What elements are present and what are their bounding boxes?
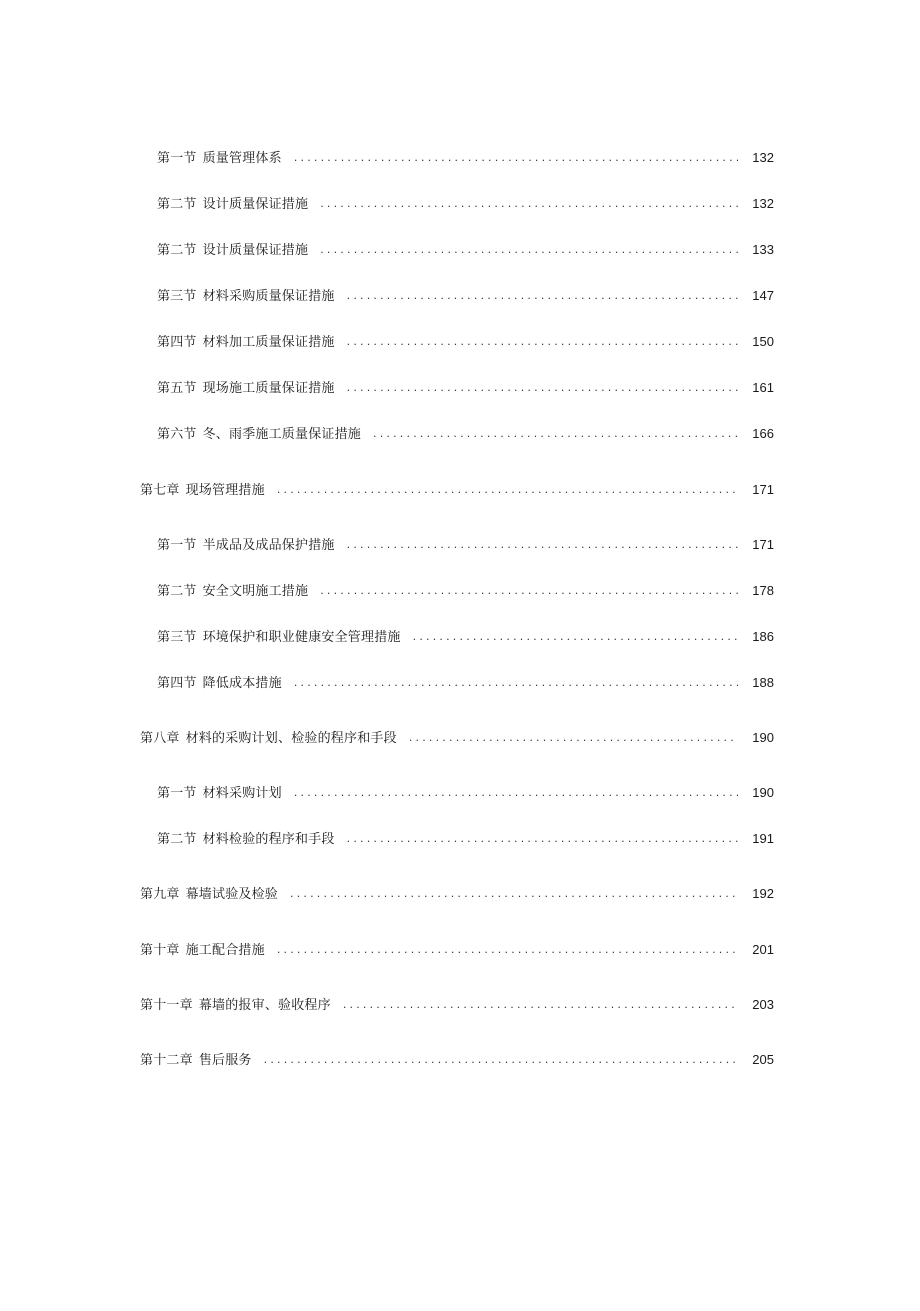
toc-entry-label <box>157 194 308 216</box>
dot-leader <box>320 239 738 261</box>
toc-chapter-entry[interactable] <box>140 939 774 961</box>
toc-entry[interactable] <box>157 239 774 261</box>
toc-entry[interactable] <box>157 672 774 694</box>
toc-entry-number: 第十二章 <box>140 1053 193 1068</box>
toc-entry-title: 半成品及成品保护措施 <box>202 538 335 553</box>
toc-entry-page: 201 <box>752 942 774 957</box>
toc-entry-label <box>140 728 397 750</box>
toc-chapter-entry[interactable] <box>140 994 774 1016</box>
dot-leader <box>347 534 738 556</box>
dot-leader <box>294 782 738 804</box>
dot-leader <box>347 331 738 353</box>
toc-entry-title: 降低成本措施 <box>202 676 282 691</box>
toc-entry-title: 幕墙试验及检验 <box>185 887 279 902</box>
toc-entry-title: 售后服务 <box>198 1053 252 1068</box>
toc-entry-page: 190 <box>752 785 774 800</box>
toc-entry-title: 材料采购质量保证措施 <box>202 289 335 304</box>
toc-entry-title: 设计质量保证措施 <box>202 197 309 212</box>
toc-entry-title: 材料采购计划 <box>202 786 282 801</box>
toc-entry-page: 203 <box>752 997 774 1012</box>
toc-entry-title: 环境保护和职业健康安全管理措施 <box>202 630 401 645</box>
toc-entry-number: 第四节 <box>157 676 197 691</box>
toc-entry-title: 施工配合措施 <box>185 943 265 958</box>
toc-chapter-entry[interactable] <box>140 727 774 749</box>
toc-entry[interactable] <box>157 193 774 215</box>
toc-entry-number: 第六节 <box>157 427 197 442</box>
toc-entry-number: 第七章 <box>140 483 180 498</box>
toc-entry-page: 192 <box>752 886 774 901</box>
toc-entry-label <box>157 581 308 603</box>
toc-entry[interactable] <box>157 534 774 556</box>
toc-entry[interactable] <box>157 147 774 169</box>
toc-entry-number: 第二节 <box>157 584 197 599</box>
toc-entry[interactable] <box>157 626 774 648</box>
toc-entry-title: 现场管理措施 <box>185 483 265 498</box>
toc-entry-title: 冬、雨季施工质量保证措施 <box>202 427 362 442</box>
toc-entry-number: 第十章 <box>140 943 180 958</box>
toc-entry-label <box>157 240 308 262</box>
toc-entry-label <box>157 535 335 557</box>
toc-entry[interactable] <box>157 580 774 602</box>
toc-entry-number: 第二节 <box>157 243 197 258</box>
toc-entry-page: 171 <box>752 482 774 497</box>
toc-entry[interactable] <box>157 782 774 804</box>
dot-leader <box>409 727 738 749</box>
toc-entry-page: 188 <box>752 675 774 690</box>
dot-leader <box>343 994 738 1016</box>
toc-entry-number: 第三节 <box>157 630 197 645</box>
toc-entry-title: 安全文明施工措施 <box>202 584 309 599</box>
toc-entry-label <box>157 378 335 400</box>
toc-entry-number: 第一节 <box>157 538 197 553</box>
dot-leader <box>320 580 738 602</box>
toc-entry[interactable] <box>157 423 774 445</box>
dot-leader <box>347 285 738 307</box>
dot-leader <box>373 423 738 445</box>
dot-leader <box>347 377 738 399</box>
toc-chapter-entry[interactable] <box>140 1049 774 1071</box>
toc-entry-page: 166 <box>752 426 774 441</box>
toc-entry-page: 171 <box>752 537 774 552</box>
toc-entry-label <box>157 829 335 851</box>
dot-leader <box>290 883 738 905</box>
toc-entry-number: 第十一章 <box>140 998 193 1013</box>
toc-entry-number: 第四节 <box>157 335 197 350</box>
toc-entry-page: 132 <box>752 150 774 165</box>
toc-entry-label <box>157 332 335 354</box>
toc-entry-page: 150 <box>752 334 774 349</box>
toc-entry-title: 质量管理体系 <box>202 151 282 166</box>
toc-entry-label <box>157 673 282 695</box>
toc-entry-page: 147 <box>752 288 774 303</box>
toc-entry-page: 133 <box>752 242 774 257</box>
toc-entry-label <box>157 286 335 308</box>
dot-leader <box>264 1049 738 1071</box>
dot-leader <box>294 672 738 694</box>
toc-entry-label <box>157 783 282 805</box>
toc-entry-page: 161 <box>752 380 774 395</box>
dot-leader <box>277 939 738 961</box>
dot-leader <box>294 147 738 169</box>
toc-entry-label <box>157 424 361 446</box>
toc-entry-page: 178 <box>752 583 774 598</box>
dot-leader <box>320 193 738 215</box>
toc-entry-label <box>140 884 278 906</box>
toc-entry[interactable] <box>157 331 774 353</box>
toc-entry-title: 材料的采购计划、检验的程序和手段 <box>185 731 397 746</box>
toc-entry-page: 186 <box>752 629 774 644</box>
toc-entry-label <box>140 940 265 962</box>
dot-leader <box>277 479 738 501</box>
toc-entry-title: 现场施工质量保证措施 <box>202 381 335 396</box>
toc-entry-number: 第一节 <box>157 151 197 166</box>
toc-entry-title: 材料检验的程序和手段 <box>202 832 335 847</box>
toc-entry-number: 第二节 <box>157 832 197 847</box>
toc-entry-number: 第八章 <box>140 731 180 746</box>
toc-entry[interactable] <box>157 377 774 399</box>
toc-entry-label <box>140 1050 252 1072</box>
toc-chapter-entry[interactable] <box>140 883 774 905</box>
toc-entry-label <box>157 148 282 170</box>
toc-entry-page: 132 <box>752 196 774 211</box>
toc-chapter-entry[interactable] <box>140 479 774 501</box>
toc-entry-label <box>140 480 265 502</box>
toc-entry[interactable] <box>157 285 774 307</box>
toc-entry-label <box>140 995 331 1017</box>
toc-entry-page: 191 <box>752 831 774 846</box>
toc-entry-label <box>157 627 401 649</box>
toc-entry-page: 190 <box>752 730 774 745</box>
toc-entry-page: 205 <box>752 1052 774 1067</box>
dot-leader <box>413 626 738 648</box>
toc-entry-title: 材料加工质量保证措施 <box>202 335 335 350</box>
dot-leader <box>347 828 738 850</box>
toc-entry-number: 第五节 <box>157 381 197 396</box>
toc-entry-number: 第一节 <box>157 786 197 801</box>
toc-entry-number: 第九章 <box>140 887 180 902</box>
toc-entry-title: 幕墙的报审、验收程序 <box>198 998 331 1013</box>
toc-entry-title: 设计质量保证措施 <box>202 243 309 258</box>
toc-entry[interactable] <box>157 828 774 850</box>
toc-entry-number: 第二节 <box>157 197 197 212</box>
toc-entry-number: 第三节 <box>157 289 197 304</box>
